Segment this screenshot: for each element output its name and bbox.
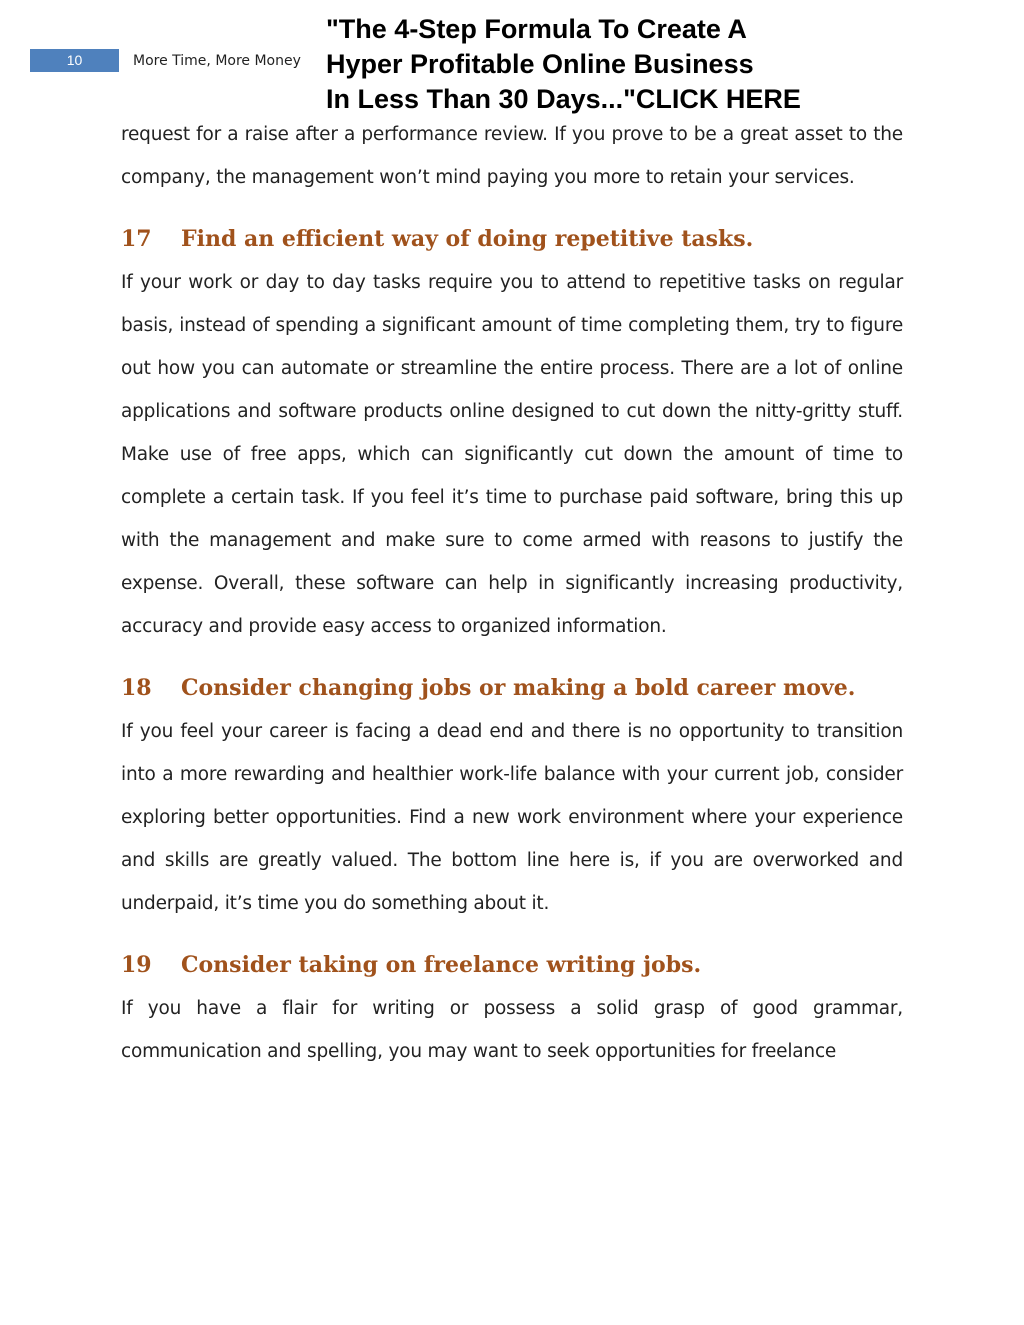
document-body (121, 113, 903, 1073)
section-number: 18 (121, 675, 152, 701)
section-title: Consider taking on freelance writing jobs. (181, 952, 702, 978)
promo-line-1: "The 4-Step Formula To Create A (326, 14, 747, 44)
section-body-18: If you feel your career is facing a dead end and there is no opportunity to transition into a more rewarding and healthier work-life balance with your current job, consider exploring better opportunities. Find a new work environment where your experience and skills are greatly valued. The bottom line here is, if you are overworked and underpaid, it’s time you do something about it. (121, 721, 903, 914)
section-heading-17 (121, 217, 903, 261)
page-number: 10 (66, 52, 83, 68)
promo-line-3: In Less Than 30 Days..."CLICK HERE (326, 84, 801, 114)
section-title: Consider changing jobs or making a bold career move. (181, 675, 856, 701)
section-body-19: If you have a flair for writing or possess a solid grasp of good grammar, communication and spelling, you may want to seek opportunities for freelance (121, 998, 903, 1062)
intro-paragraph: request for a raise after a performance review. If you prove to be a great asset to the company, the management won’t mind paying you more to retain your services. (121, 124, 903, 188)
section-heading-18 (121, 666, 903, 710)
running-header-title: More Time, More Money (133, 53, 301, 69)
section-number: 19 (121, 952, 152, 978)
promo-line-2: Hyper Profitable Online Business (326, 49, 754, 79)
promo-click-here-link[interactable] (326, 12, 886, 117)
section-body-17: If your work or day to day tasks require you to attend to repetitive tasks on regular basis, instead of spending a significant amount of time completing them, try to figure out how you can automate or streamline the entire process. There are a lot of online applications and software products online designed to cut down the nitty-gritty stuff. Make use of free apps, which can significantly cut down the amount of time to complete a certain task. If you feel it’s time to purchase paid software, bring this up with the management and make sure to come armed with reasons to justify the expense. Overall, these software can help in significantly increasing productivity, accuracy and provide easy access to organized information. (121, 272, 903, 637)
page-number-badge (30, 49, 119, 72)
section-number: 17 (121, 226, 152, 252)
section-title: Find an efficient way of doing repetitive tasks. (181, 226, 754, 252)
section-heading-19 (121, 943, 903, 987)
